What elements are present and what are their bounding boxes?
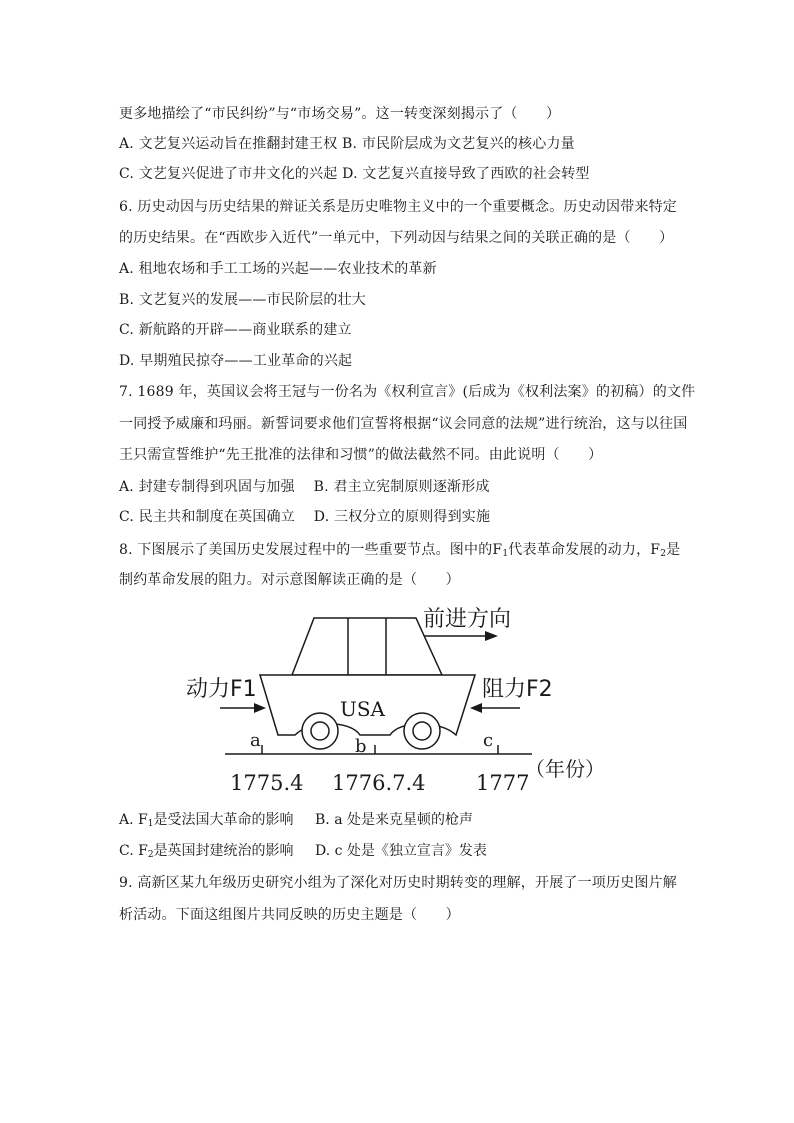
option-c <box>119 841 294 865</box>
option-text: A. F <box>119 812 148 828</box>
question-9-stem: 9. 高新区某九年级历史研究小组为了深化对历史时期转变的理解，开展了一项历史图片解 <box>119 875 678 891</box>
stem-part: 8. 下图展示了美国历史发展过程中的一些重要节点。图中的F <box>119 542 503 558</box>
question-8-stem <box>119 540 680 564</box>
option-line: C. 文艺复兴促进了市井文化的兴起 D. 文艺复兴直接导致了西欧的社会转型 <box>119 166 590 182</box>
marker-a: a <box>250 730 261 751</box>
car-cabin <box>292 618 442 675</box>
force-right-label: 阻力F2 <box>482 677 553 702</box>
marker-c: c <box>483 730 494 751</box>
option-line: A. 文艺复兴运动旨在推翻封建王权 B. 市民阶层成为文艺复兴的核心力量 <box>119 136 575 152</box>
option-line: D. 早期殖民掠夺——工业革命的兴起 <box>119 353 353 369</box>
force-right-arrow-head <box>470 703 482 713</box>
subscript: 1 <box>147 819 154 829</box>
option-d: D. c 处是《独立宣言》发表 <box>315 843 487 859</box>
date-label: 1777 <box>476 771 530 795</box>
date-label: 1776.7.4 <box>332 771 426 795</box>
option-line: A. 租地农场和手工工场的兴起——农业技术的革新 <box>119 261 437 277</box>
text-line: 更多地描绘了“市民纠纷”与“市场交易”。这一转变深刻揭示了（ ） <box>119 106 561 122</box>
car-label: USA <box>340 697 385 721</box>
stem-part: 是 <box>666 542 681 558</box>
axis-unit: （年份） <box>525 757 605 781</box>
subscript: 1 <box>502 549 509 559</box>
question-6-stem-cont: 的历史结果。在“西欧步入近代”一单元中，下列动因与结果之间的关联正确的是（ ） <box>119 230 674 246</box>
date-label: 1775.4 <box>230 771 304 795</box>
option-text: 是英国封建统治的影响 <box>153 843 294 859</box>
force-left-label: 动力F1 <box>186 677 257 702</box>
option-text: C. F <box>119 843 148 859</box>
wheel-hub <box>311 722 329 740</box>
subscript: 2 <box>147 850 154 860</box>
revolution-car-diagram <box>180 600 620 800</box>
option-a <box>119 810 293 834</box>
question-7-stem: 7. 1689 年，英国议会将王冠与一份名为《权利宣言》(后成为《权利法案》的初稿）的文件 <box>119 384 696 400</box>
wheel-hub <box>413 722 431 740</box>
question-9-stem-cont: 析活动。下面这组图片共同反映的历史主题是（ ） <box>119 907 460 923</box>
marker-b: b <box>355 736 367 757</box>
direction-arrow-head <box>485 631 498 641</box>
stem-part: 代表革命发展的动力，F <box>508 542 661 558</box>
option-b: B. a 处是来克星顿的枪声 <box>315 812 473 828</box>
subscript: 2 <box>660 549 667 559</box>
question-7-stem-cont: 一同授予威廉和玛丽。新誓词要求他们宣誓将根据“议会同意的法规”进行统治，这与以往国 <box>119 416 688 432</box>
option-line: A. 封建专制得到巩固与加强 B. 君主立宪制原则逐渐形成 <box>119 479 490 495</box>
option-line: B. 文艺复兴的发展——市民阶层的壮大 <box>119 292 366 308</box>
option-text: 是受法国大革命的影响 <box>153 812 294 828</box>
force-left-arrow-head <box>254 703 266 713</box>
option-line: C. 民主共和制度在英国确立 D. 三权分立的原则得到实施 <box>119 509 491 525</box>
question-8-stem-cont: 制约革命发展的阻力。对示意图解读正确的是（ ） <box>119 572 460 588</box>
question-6-stem: 6. 历史动因与历史结果的辩证关系是历史唯物主义中的一个重要概念。历史动因带来特定 <box>119 199 678 215</box>
question-7-stem-cont: 王只需宣誓维护“先王批准的法律和习惯”的做法截然不同。由此说明（ ） <box>119 447 603 463</box>
option-line: C. 新航路的开辟——商业联系的建立 <box>119 322 352 338</box>
direction-label: 前进方向 <box>423 607 512 632</box>
